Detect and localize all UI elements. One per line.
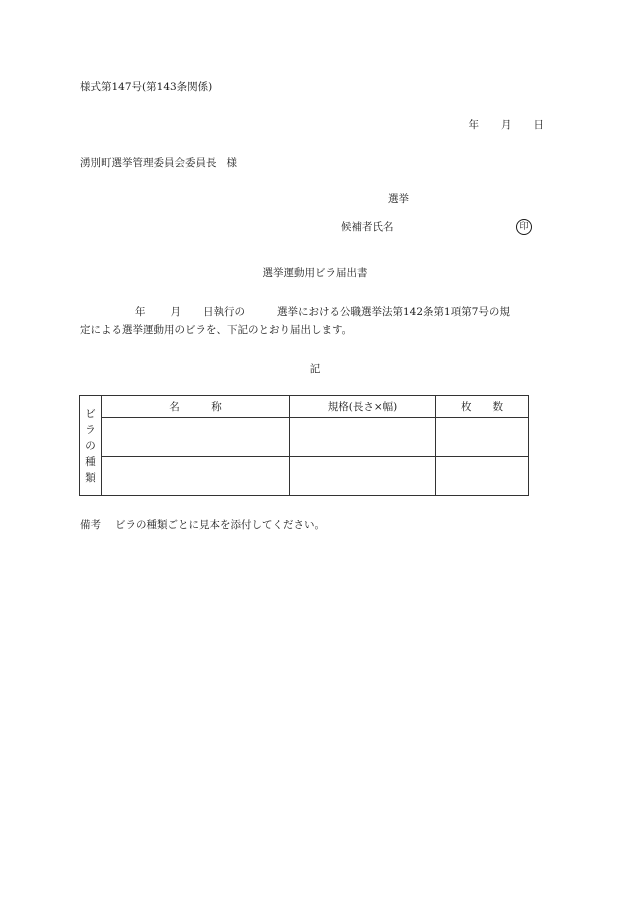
side-label	[80, 396, 102, 496]
body-rest-line1: 選挙における公職選挙法第142条第1項第7号の規	[277, 306, 510, 318]
side-char: の	[85, 439, 96, 452]
table-header-row	[80, 396, 529, 418]
side-char: ビ	[85, 407, 96, 420]
cell-count-input[interactable]	[436, 457, 529, 496]
body-month: 月	[170, 306, 181, 318]
date-line	[469, 118, 545, 132]
cell-name-input[interactable]	[102, 418, 290, 457]
addressee-honorific: 様	[226, 157, 237, 169]
cell-name-input[interactable]	[102, 457, 290, 496]
header-name: 名 称	[102, 396, 290, 418]
header-size: 規格(長さ×幅)	[290, 396, 436, 418]
addressee	[80, 156, 237, 170]
remarks-label: 備考	[80, 519, 101, 531]
document-title: 選挙運動用ビラ届出書	[262, 267, 368, 279]
form-number: 様式第147号(第143条関係)	[80, 81, 213, 93]
body-line-2: 定による選挙運動用のビラを、下記のとおり届出します。	[80, 324, 353, 336]
body-day-exec: 日執行の	[203, 306, 245, 318]
ki-heading: 記	[309, 363, 321, 375]
date-year: 年	[468, 119, 479, 131]
election-label: 選挙	[388, 193, 409, 205]
date-month: 月	[501, 119, 512, 131]
cell-count-input[interactable]	[436, 418, 529, 457]
body-line-1	[80, 305, 510, 319]
header-count: 枚 数	[436, 396, 529, 418]
date-day: 日	[533, 119, 544, 131]
side-char: 種	[85, 455, 96, 468]
remarks	[80, 518, 325, 532]
remarks-text: ビラの種類ごとに見本を添付してください。	[115, 519, 325, 531]
table-row	[80, 418, 529, 457]
body-year: 年	[135, 306, 146, 318]
seal-mark: 印	[516, 219, 532, 235]
addressee-name: 湧別町選挙管理委員会委員長	[80, 157, 217, 169]
side-char: 類	[85, 471, 96, 484]
leaflet-table	[79, 395, 529, 496]
candidate-label: 候補者氏名	[341, 221, 394, 233]
cell-size-input[interactable]	[290, 418, 436, 457]
side-char: ラ	[85, 423, 96, 436]
table-row	[80, 457, 529, 496]
cell-size-input[interactable]	[290, 457, 436, 496]
